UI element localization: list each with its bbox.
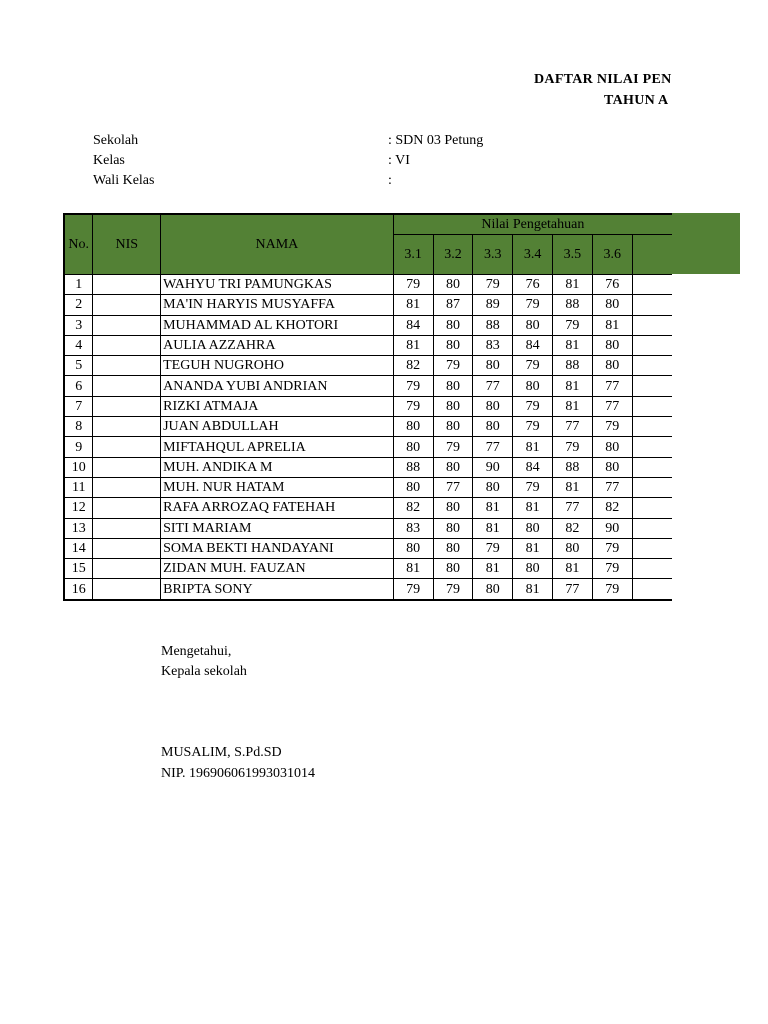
row-score: 80 bbox=[513, 315, 553, 335]
row-score: 79 bbox=[473, 538, 513, 558]
row-nama: BRIPTA SONY bbox=[161, 579, 394, 600]
row-nama: RAFA ARROZAQ FATEHAH bbox=[161, 498, 394, 518]
grades-table bbox=[63, 213, 672, 601]
row-score: 79 bbox=[393, 579, 433, 600]
row-score bbox=[632, 538, 672, 558]
row-no: 9 bbox=[64, 437, 93, 457]
header-nama: NAMA bbox=[161, 214, 394, 275]
row-score: 84 bbox=[393, 315, 433, 335]
row-nama: AULIA AZZAHRA bbox=[161, 335, 394, 355]
row-nis bbox=[93, 356, 161, 376]
row-no: 1 bbox=[64, 275, 93, 295]
row-no: 8 bbox=[64, 417, 93, 437]
grades-table-body bbox=[64, 275, 672, 600]
row-score: 76 bbox=[592, 275, 632, 295]
info-value-sekolah: : SDN 03 Petung bbox=[388, 133, 484, 148]
row-nis bbox=[93, 396, 161, 416]
row-score: 84 bbox=[513, 335, 553, 355]
row-score: 81 bbox=[553, 477, 593, 497]
row-score: 77 bbox=[592, 477, 632, 497]
row-no: 11 bbox=[64, 477, 93, 497]
row-nis bbox=[93, 538, 161, 558]
row-score: 80 bbox=[433, 335, 473, 355]
row-score: 90 bbox=[592, 518, 632, 538]
table-row bbox=[64, 437, 672, 457]
header-kd-3-6: 3.6 bbox=[592, 235, 632, 275]
row-score: 79 bbox=[433, 579, 473, 600]
table-row bbox=[64, 498, 672, 518]
row-nama: SITI MARIAM bbox=[161, 518, 394, 538]
row-score: 80 bbox=[433, 315, 473, 335]
row-score: 80 bbox=[513, 376, 553, 396]
row-score: 81 bbox=[393, 559, 433, 579]
row-nis bbox=[93, 315, 161, 335]
row-no: 3 bbox=[64, 315, 93, 335]
row-score: 80 bbox=[433, 275, 473, 295]
header-kd-3-2: 3.2 bbox=[433, 235, 473, 275]
row-score: 84 bbox=[513, 457, 553, 477]
table-row bbox=[64, 559, 672, 579]
row-score: 81 bbox=[393, 335, 433, 355]
row-score: 79 bbox=[513, 396, 553, 416]
row-score: 82 bbox=[393, 498, 433, 518]
row-score: 82 bbox=[553, 518, 593, 538]
row-nama: JUAN ABDULLAH bbox=[161, 417, 394, 437]
info-label-wali-kelas: Wali Kelas bbox=[93, 173, 155, 188]
table-row bbox=[64, 275, 672, 295]
row-score: 79 bbox=[592, 559, 632, 579]
signature-name: MUSALIM, S.Pd.SD bbox=[161, 745, 282, 760]
row-score: 81 bbox=[473, 498, 513, 518]
row-nis bbox=[93, 579, 161, 600]
row-score: 77 bbox=[553, 579, 593, 600]
row-score: 79 bbox=[553, 437, 593, 457]
row-score: 83 bbox=[393, 518, 433, 538]
row-score: 77 bbox=[433, 477, 473, 497]
row-score: 81 bbox=[473, 518, 513, 538]
row-score: 88 bbox=[553, 295, 593, 315]
row-score: 88 bbox=[553, 457, 593, 477]
row-no: 2 bbox=[64, 295, 93, 315]
row-nis bbox=[93, 518, 161, 538]
row-score: 77 bbox=[592, 376, 632, 396]
row-nis bbox=[93, 417, 161, 437]
row-score: 81 bbox=[513, 579, 553, 600]
row-nis bbox=[93, 477, 161, 497]
row-score bbox=[632, 417, 672, 437]
table-row bbox=[64, 315, 672, 335]
row-score: 81 bbox=[592, 315, 632, 335]
row-score bbox=[632, 518, 672, 538]
row-score: 80 bbox=[433, 396, 473, 416]
row-score: 87 bbox=[433, 295, 473, 315]
row-score: 80 bbox=[393, 437, 433, 457]
row-no: 7 bbox=[64, 396, 93, 416]
row-score: 80 bbox=[393, 477, 433, 497]
row-no: 16 bbox=[64, 579, 93, 600]
table-row bbox=[64, 356, 672, 376]
row-score: 89 bbox=[473, 295, 513, 315]
row-no: 10 bbox=[64, 457, 93, 477]
table-row bbox=[64, 579, 672, 600]
row-score bbox=[632, 457, 672, 477]
row-score: 77 bbox=[473, 376, 513, 396]
signature-nip: NIP. 196906061993031014 bbox=[161, 766, 316, 781]
header-kd-extra bbox=[632, 235, 672, 275]
row-score: 80 bbox=[473, 477, 513, 497]
row-score: 88 bbox=[473, 315, 513, 335]
table-row bbox=[64, 417, 672, 437]
table-row bbox=[64, 376, 672, 396]
header-nis: NIS bbox=[93, 214, 161, 275]
signature-role: Kepala sekolah bbox=[161, 664, 247, 679]
header-no: No. bbox=[64, 214, 93, 275]
row-score: 77 bbox=[592, 396, 632, 416]
row-nis bbox=[93, 275, 161, 295]
row-score: 80 bbox=[592, 437, 632, 457]
row-no: 14 bbox=[64, 538, 93, 558]
table-row bbox=[64, 396, 672, 416]
table-row bbox=[64, 335, 672, 355]
row-score: 79 bbox=[513, 356, 553, 376]
row-score: 77 bbox=[553, 417, 593, 437]
row-score: 81 bbox=[553, 275, 593, 295]
header-kd-3-1: 3.1 bbox=[393, 235, 433, 275]
row-score: 79 bbox=[473, 275, 513, 295]
document-title-line1: DAFTAR NILAI PEN bbox=[534, 72, 672, 87]
header-nilai-pengetahuan: Nilai Pengetahuan bbox=[393, 214, 672, 235]
row-score bbox=[632, 579, 672, 600]
row-nama: MUH. NUR HATAM bbox=[161, 477, 394, 497]
header-kd-3-4: 3.4 bbox=[513, 235, 553, 275]
row-score: 80 bbox=[473, 579, 513, 600]
header-kd-3-5: 3.5 bbox=[553, 235, 593, 275]
row-score: 79 bbox=[393, 396, 433, 416]
row-nis bbox=[93, 437, 161, 457]
row-score: 77 bbox=[473, 437, 513, 457]
row-score bbox=[632, 559, 672, 579]
table-row bbox=[64, 477, 672, 497]
row-score: 80 bbox=[513, 518, 553, 538]
row-score bbox=[632, 315, 672, 335]
row-no: 12 bbox=[64, 498, 93, 518]
row-score: 79 bbox=[393, 275, 433, 295]
row-no: 5 bbox=[64, 356, 93, 376]
row-score: 81 bbox=[553, 335, 593, 355]
row-nama: MUH. ANDIKA M bbox=[161, 457, 394, 477]
row-score: 80 bbox=[592, 295, 632, 315]
row-no: 4 bbox=[64, 335, 93, 355]
row-no: 6 bbox=[64, 376, 93, 396]
row-score: 82 bbox=[393, 356, 433, 376]
row-score: 81 bbox=[393, 295, 433, 315]
row-score: 81 bbox=[553, 559, 593, 579]
table-row bbox=[64, 457, 672, 477]
header-green-strip bbox=[672, 213, 740, 274]
row-nama: MUHAMMAD AL KHOTORI bbox=[161, 315, 394, 335]
row-score bbox=[632, 477, 672, 497]
row-score: 80 bbox=[592, 335, 632, 355]
row-score: 80 bbox=[513, 559, 553, 579]
table-row bbox=[64, 538, 672, 558]
row-score: 80 bbox=[553, 538, 593, 558]
row-nama: SOMA BEKTI HANDAYANI bbox=[161, 538, 394, 558]
document-title-line2: TAHUN A bbox=[604, 93, 669, 108]
row-score: 80 bbox=[433, 559, 473, 579]
signature-mengetahui: Mengetahui, bbox=[161, 644, 232, 659]
row-nama: RIZKI ATMAJA bbox=[161, 396, 394, 416]
row-nama: ANANDA YUBI ANDRIAN bbox=[161, 376, 394, 396]
row-score: 80 bbox=[473, 417, 513, 437]
row-no: 13 bbox=[64, 518, 93, 538]
row-score: 81 bbox=[473, 559, 513, 579]
row-score bbox=[632, 335, 672, 355]
row-nama: WAHYU TRI PAMUNGKAS bbox=[161, 275, 394, 295]
row-score: 81 bbox=[513, 437, 553, 457]
row-score: 79 bbox=[592, 579, 632, 600]
row-score bbox=[632, 295, 672, 315]
row-score: 80 bbox=[393, 538, 433, 558]
row-score: 80 bbox=[433, 518, 473, 538]
row-score: 79 bbox=[433, 356, 473, 376]
row-score: 77 bbox=[553, 498, 593, 518]
row-nis bbox=[93, 559, 161, 579]
row-nama: TEGUH NUGROHO bbox=[161, 356, 394, 376]
table-row bbox=[64, 295, 672, 315]
info-value-kelas: : VI bbox=[388, 153, 410, 168]
row-score: 79 bbox=[553, 315, 593, 335]
row-nis bbox=[93, 376, 161, 396]
row-score: 80 bbox=[433, 498, 473, 518]
row-nis bbox=[93, 295, 161, 315]
row-score bbox=[632, 275, 672, 295]
row-score bbox=[632, 396, 672, 416]
row-score: 80 bbox=[433, 376, 473, 396]
row-score: 83 bbox=[473, 335, 513, 355]
row-nis bbox=[93, 498, 161, 518]
row-score: 80 bbox=[473, 396, 513, 416]
row-score: 90 bbox=[473, 457, 513, 477]
table-row bbox=[64, 518, 672, 538]
row-score: 79 bbox=[592, 417, 632, 437]
row-no: 15 bbox=[64, 559, 93, 579]
row-score bbox=[632, 498, 672, 518]
row-score: 80 bbox=[433, 538, 473, 558]
row-score: 80 bbox=[592, 356, 632, 376]
row-score: 81 bbox=[513, 498, 553, 518]
info-value-wali-kelas: : bbox=[388, 173, 392, 188]
row-score: 79 bbox=[393, 376, 433, 396]
row-nis bbox=[93, 457, 161, 477]
row-score: 81 bbox=[553, 396, 593, 416]
row-score bbox=[632, 437, 672, 457]
row-score: 88 bbox=[553, 356, 593, 376]
row-score: 81 bbox=[513, 538, 553, 558]
info-label-sekolah: Sekolah bbox=[93, 133, 139, 148]
row-score: 82 bbox=[592, 498, 632, 518]
row-score: 79 bbox=[513, 295, 553, 315]
row-score: 79 bbox=[513, 477, 553, 497]
row-score: 76 bbox=[513, 275, 553, 295]
row-nis bbox=[93, 335, 161, 355]
row-score: 81 bbox=[553, 376, 593, 396]
row-nama: ZIDAN MUH. FAUZAN bbox=[161, 559, 394, 579]
row-score: 80 bbox=[393, 417, 433, 437]
row-score bbox=[632, 356, 672, 376]
row-score bbox=[632, 376, 672, 396]
row-score: 80 bbox=[592, 457, 632, 477]
row-score: 80 bbox=[433, 457, 473, 477]
row-nama: MIFTAHQUL APRELIA bbox=[161, 437, 394, 457]
row-score: 80 bbox=[433, 417, 473, 437]
header-kd-3-3: 3.3 bbox=[473, 235, 513, 275]
row-score: 88 bbox=[393, 457, 433, 477]
row-score: 79 bbox=[592, 538, 632, 558]
row-score: 79 bbox=[433, 437, 473, 457]
row-score: 79 bbox=[513, 417, 553, 437]
info-label-kelas: Kelas bbox=[93, 153, 125, 168]
row-nama: MA'IN HARYIS MUSYAFFA bbox=[161, 295, 394, 315]
row-score: 80 bbox=[473, 356, 513, 376]
